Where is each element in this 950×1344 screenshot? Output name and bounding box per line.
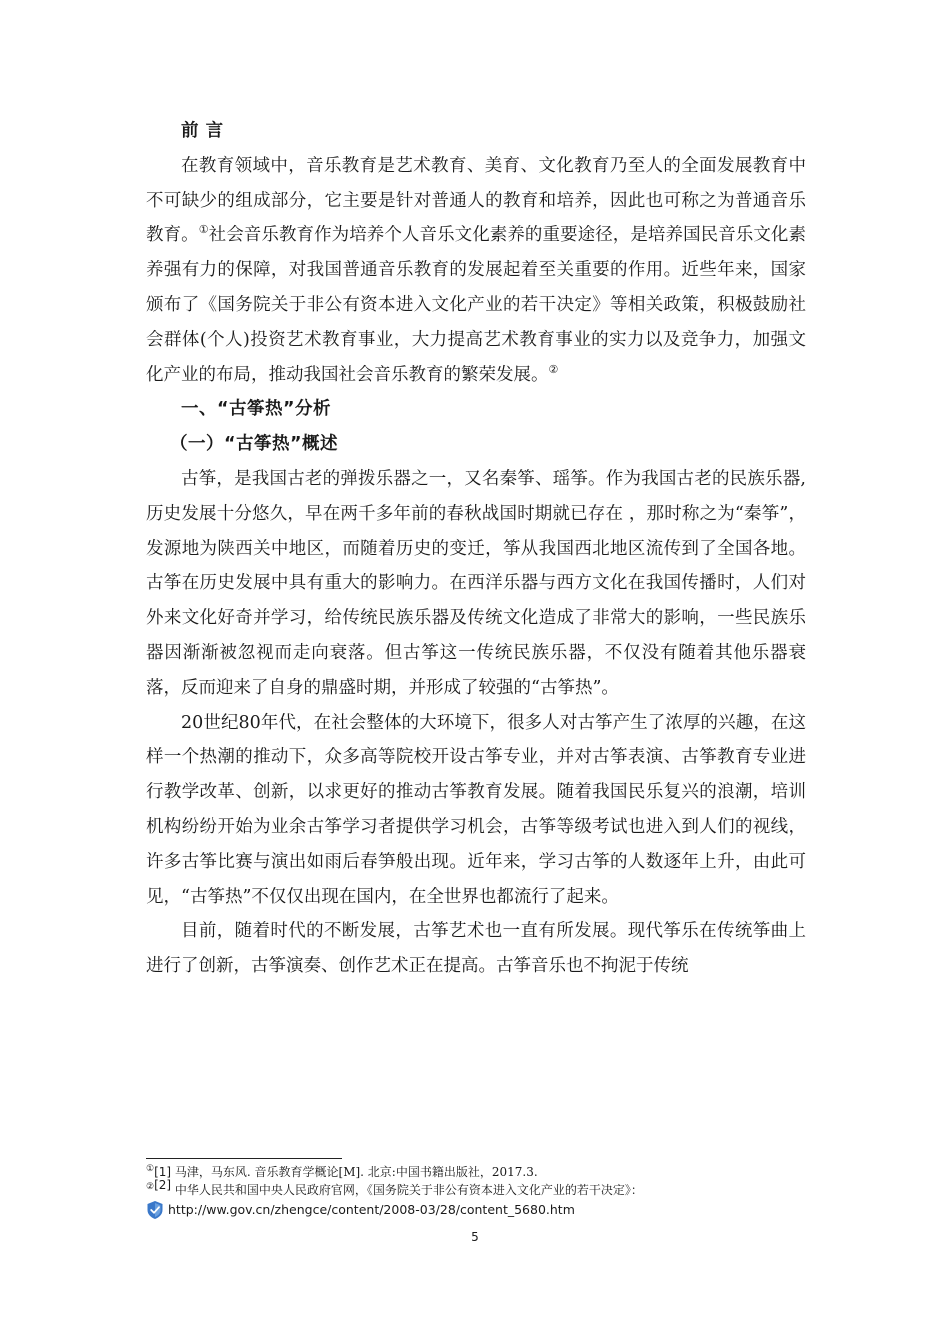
footnote-ref-label: [1] bbox=[154, 1165, 172, 1179]
body-text bbox=[146, 114, 806, 984]
footnote-divider bbox=[146, 1158, 342, 1159]
paragraph: 古筝，是我国古老的弹拨乐器之一，又名秦筝、瑶筝。作为我国古老的民族乐器,历史发展十分悠久，早在两千多年前的春秋战国时期就已存在 ，那时称之为“秦筝”，发源地为陕西关中地区，而随着历史的变迁，筝从我国西北地区流传到了全国各地。古筝在历史发展中具有重大的影响力。在西洋乐器与西方文化在我国传播时，人们对外来文化好奇并学习，给传统民族乐器及传统文化造成了非常大的影响，一些民族乐器因渐渐被忽视而走向衰落。但古筝这一传统民族乐器，不仅没有随着其他乐器衰落，反而迎来了自身的鼎盛时期，并形成了较强的“古筝热”。 bbox=[146, 468, 806, 698]
paragraph: 20世纪80年代，在社会整体的大环境下，很多人对古筝产生了浓厚的兴趣，在这样一个热潮的推动下，众多高等院校开设古筝专业，并对古筝表演、古筝教育专业进行教学改革、创新，以求更好的推动古筝教育发展。随着我国民乐复兴的浪潮，培训机构纷纷开始为业余古筝学习者提供学习机会，古筝等级考试也进入到人们的视线，许多古筝比赛与演出如雨后春笋般出现。近年来，学习古筝的人数逐年上升，由此可见，“古筝热”不仅仅出现在国内，在全世界也都流行了起来。 bbox=[146, 712, 806, 907]
footnote-url-row[interactable] bbox=[146, 1200, 806, 1220]
footnote-mark: ① bbox=[146, 1164, 155, 1174]
footnote-url-link[interactable]: http://ww.gov.cn/zhengce/content/2008-03/28/content_5680.htm bbox=[168, 1202, 575, 1217]
preface-text-b: 社会音乐教育作为培养个人音乐文化素养的重要途径，是培养国民音乐文化素养强有力的保障，对我国普通音乐教育的发展起着至关重要的作用。近些年来，国家颁布了《国务院关于非公有资本进入文化产业的若干决定》等相关政策，积极鼓励社会群体(个人)投资艺术教育事业，大力提高艺术教育事业的实力以及竞争力，加强文化产业的布局，推动我国社会音乐教育的繁荣发展。 bbox=[146, 225, 806, 385]
preface-heading: 前 言 bbox=[181, 121, 224, 141]
footnote-mark: ② bbox=[146, 1182, 155, 1192]
footnotes bbox=[146, 1163, 806, 1220]
footnote-ref-label: [2] bbox=[154, 1178, 172, 1192]
footnote-ref-1[interactable]: ① bbox=[198, 223, 209, 237]
subsection-heading: （一）“古筝热”概述 bbox=[170, 434, 339, 455]
footnote-1 bbox=[146, 1163, 806, 1181]
section-heading: 一、“古筝热”分析 bbox=[181, 399, 332, 420]
preface-text-a: 在教育领域中，音乐教育是艺术教育、美育、文化教育乃至人的全面发展教育中不可缺少的组成部分，它主要是针对普通人的教育和培养，因此也可称之为普通音乐教育。 bbox=[146, 155, 806, 246]
footnote-ref-2[interactable]: ② bbox=[548, 362, 559, 376]
preface-paragraph bbox=[146, 149, 806, 393]
paragraph: 目前，随着时代的不断发展，古筝艺术也一直有所发展。现代筝乐在传统筝曲上进行了创新，古筝演奏、创作艺术正在提高。古筝音乐也不拘泥于传统 bbox=[146, 921, 806, 977]
footnote-2 bbox=[146, 1178, 806, 1199]
footnote-text: 中华人民共和国中央人民政府官网，《国务院关于非公有资本进入文化产业的若干决定》： bbox=[171, 1183, 643, 1197]
page-number: 5 bbox=[471, 1230, 479, 1244]
footnote-text: 马津，马东风. 音乐教育学概论[M]. 北京:中国书籍出版社，2017.3. bbox=[171, 1165, 538, 1179]
shield-icon bbox=[146, 1200, 164, 1220]
